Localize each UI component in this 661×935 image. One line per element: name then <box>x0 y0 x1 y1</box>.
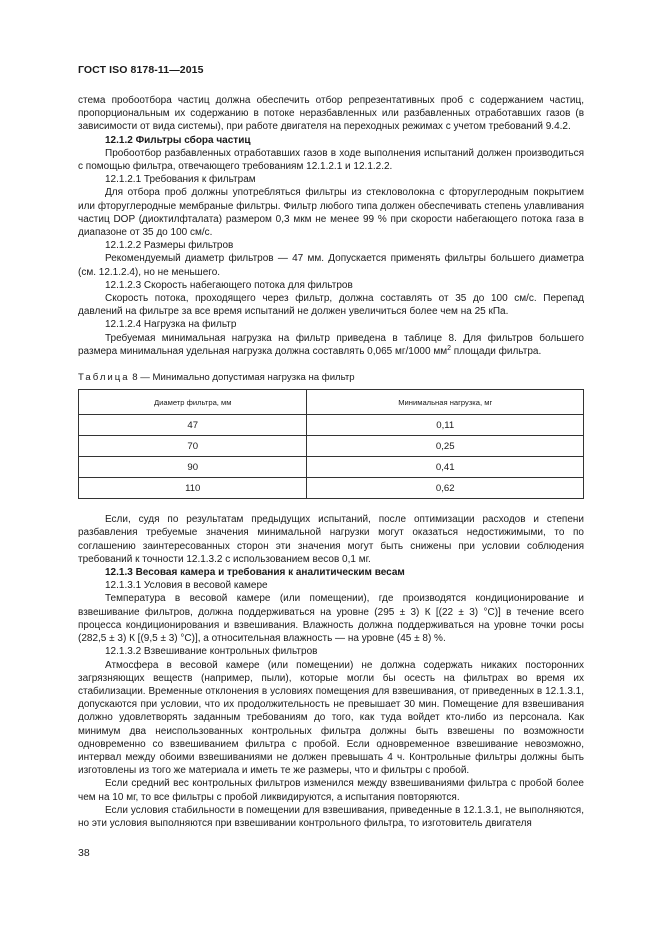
table-cell: 110 <box>79 478 307 499</box>
paragraph: Если условия стабильности в помещении для взвешивания, приведенные в 12.1.3.1, не выполняются, но эти условия выполняются при взвешивании контрольного фильтра, то изготовитель двигателя <box>78 804 584 829</box>
paragraph: Температура в весовой камере (или помещении), где производятся кондиционирование и взвешивание фильтров, должна поддерживаться на уровне (295 ± 3) К [(22 ± 3) °С)] в течение всего процесса кондиционирования и взвешивания. Влажность должна поддерживаться на уровне точки росы (282,5 ± 3) К [(9,5 ± 3) °С)], а относительная влажность — на уровне (45 ± 8) %. <box>78 593 584 645</box>
paragraph: стема пробоотбора частиц должна обеспечить отбор репрезентативных проб с содержанием частиц, пропорциональным их содержанию в потоке неразбавленных или разбавленных отработавших газов (в зависимости от вида системы), при работе двигателя на переходных режимах с учетом требований 9.4.2. <box>78 95 584 133</box>
paragraph: Если, судя по результатам предыдущих испытаний, после оптимизации расходов и степени разбавления требуемые значения минимальной нагрузки могут оказаться недостижимыми, то по соглашению заинтересованных сторон эти значения могут быть снижены при условии соблюдения требований к точности 12.1.3.2 с использованием весов 0,1 мг. <box>78 514 584 565</box>
subsection-heading: 12.1.2.4 Нагрузка на фильтр <box>105 319 237 331</box>
table-cell: 0,11 <box>307 415 584 436</box>
paragraph: Пробоотбор разбавленных отработавших газов в ходе выполнения испытаний должен производиться с помощью фильтра, отвечающего требованиям 12.1.2.1 и 12.1.2.2. <box>78 147 584 173</box>
subsection-heading: 12.1.3.2 Взвешивание контрольных фильтров <box>105 646 318 658</box>
section-heading: 12.1.3 Весовая камера и требования к аналитическим весам <box>105 567 405 579</box>
document-header: ГОСТ ISO 8178-11—2015 <box>78 64 204 76</box>
paragraph: Рекомендуемый диаметр фильтров — 47 мм. Допускается применять фильтры большего диаметра (см. 12.1.2.4), но не меньшего. <box>78 253 584 278</box>
table-row <box>79 436 584 457</box>
table-row <box>79 457 584 478</box>
subsection-heading: 12.1.2.2 Размеры фильтров <box>105 240 234 252</box>
table-header-row <box>79 390 584 415</box>
table-cell: 90 <box>79 457 307 478</box>
subsection-heading: 12.1.2.1 Требования к фильтрам <box>105 174 256 186</box>
table-cell: 0,25 <box>307 436 584 457</box>
page-number: 38 <box>78 847 90 859</box>
table-caption: Таблица 8 — Минимально допустимая нагрузка на фильтр <box>78 372 355 384</box>
document-body <box>78 94 584 830</box>
paragraph: Атмосфера в весовой камере (или помещении) не должна содержать никаких посторонних загрязняющих веществ (например, пыли), которые могли бы осесть на фильтрах во время их стабилизации. Временные отклонения в условиях помещения для взвешивания, от приведенных в 12.1.3.1, допускаются при условии, что их продолжительность не превышает 30 мин. Помещение для взвешивания должно удовлетворять заданным требованиям до того, как туда войдет кто-либо из персонала. Как минимум два неиспользованных контрольных фильтра должны быть взвешены по возможности одновременно со взвешиванием фильтра с пробой. Если одновременное взвешивание невозможно, интервал между обоими взвешиваниями не должен превышать 4 ч. Контрольные фильтры должны быть изготовлены из того же материала и иметь те же размеры, что и фильтры с пробой. <box>78 659 584 777</box>
table-row <box>79 415 584 436</box>
paragraph: Если средний вес контрольных фильтров изменился между взвешиваниями фильтра с пробой более чем на 10 мг, то все фильтры с пробой ликвидируются, а испытания повторяются. <box>78 778 584 803</box>
table-cell: 47 <box>79 415 307 436</box>
column-header-diameter: Диаметр фильтра, мм <box>79 390 307 415</box>
table-cell: 0,41 <box>307 457 584 478</box>
table-row <box>79 478 584 499</box>
table-cell: 0,62 <box>307 478 584 499</box>
paragraph: Для отбора проб должны употребляться фильтры из стекловолокна с фторуглеродным покрытием или фторуглеродные мембраные фильтры. Фильтр любого типа должен обеспечивать степень улавливания частиц DOP (диоктилфталата) размером 0,3 мкм не менее 99 % при скорости набегающего потока газа в диапазоне от 35 до 100 см/с. <box>78 187 584 239</box>
subsection-heading: 12.1.3.1 Условия в весовой камере <box>105 580 268 592</box>
filter-load-table <box>78 389 584 499</box>
column-header-min-load: Минимальная нагрузка, мг <box>307 390 584 415</box>
subsection-heading: 12.1.2.3 Скорость набегающего потока для фильтров <box>105 279 353 291</box>
section-heading: 12.1.2 Фильтры сбора частиц <box>105 134 251 146</box>
table-cell: 70 <box>79 436 307 457</box>
paragraph-filter-load: Требуемая минимальная нагрузка на фильтр приведена в таблице 8. Для фильтров большего размера минимальная удельная нагрузка должна составлять 0,065 мг/1000 $мм^2$ площади фильтра. <box>78 332 584 357</box>
paragraph: Скорость потока, проходящего через фильтр, должна составлять от 35 до 100 см/с. Перепад давлений на фильтре за все время испытаний не должен увеличиться более чем на 25 кПа. <box>78 293 584 318</box>
